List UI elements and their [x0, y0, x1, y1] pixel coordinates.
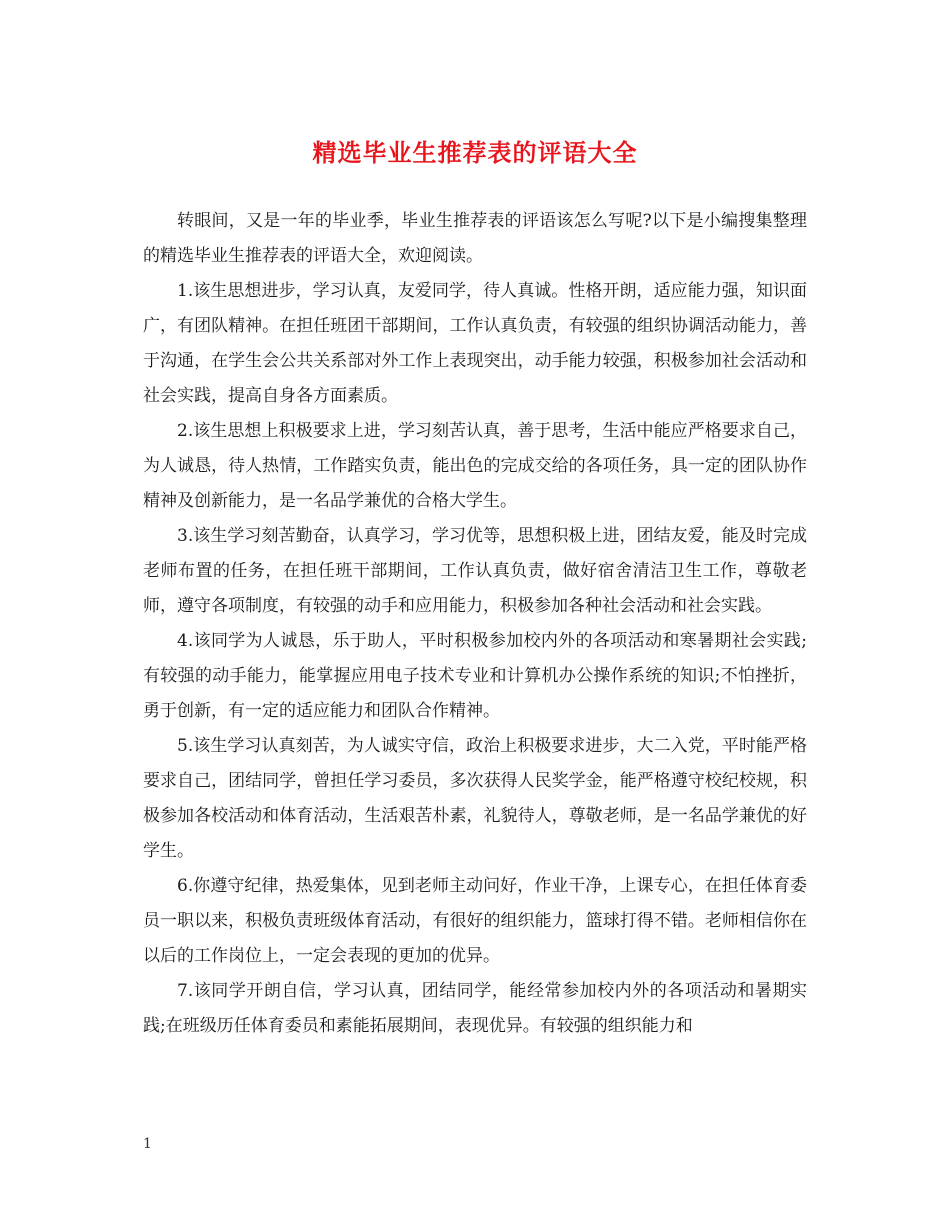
comment-paragraph-4: 4.该同学为人诚恳，乐于助人，平时积极参加校内外的各项活动和寒暑期社会实践;有较强的动手能力，能掌握应用电子技术专业和计算机办公操作系统的知识;不怕挫折，勇于创新，有一定的适应能力和团队合作精神。	[143, 631, 807, 721]
comment-paragraph-7: 7.该同学开朗自信，学习认真，团结同学，能经常参加校内外的各项活动和暑期实践;在班级历任体育委员和素能拓展期间，表现优异。有较强的组织能力和	[143, 981, 807, 1036]
comment-paragraph-5: 5.该生学习认真刻苦，为人诚实守信，政治上积极要求进步，大二入党，平时能严格要求自己，团结同学，曾担任学习委员，多次获得人民奖学金，能严格遵守校纪校规，积极参加各校活动和体育活动，生活艰苦朴素，礼貌待人，尊敬老师，是一名品学兼优的好学生。	[143, 736, 807, 861]
comment-paragraph-2: 2.该生思想上积极要求上进，学习刻苦认真，善于思考，生活中能应严格要求自己，为人诚恳，待人热情，工作踏实负责，能出色的完成交给的各项任务，具一定的团队协作精神及创新能力，是一名品学兼优的合格大学生。	[143, 421, 807, 511]
document-body	[143, 204, 807, 1044]
intro-paragraph: 转眼间，又是一年的毕业季，毕业生推荐表的评语该怎么写呢?以下是小编搜集整理的精选毕业生推荐表的评语大全，欢迎阅读。	[143, 211, 807, 266]
comment-paragraph-3: 3.该生学习刻苦勤奋，认真学习，学习优等，思想积极上进，团结友爱，能及时完成老师布置的任务，在担任班干部期间，工作认真负责，做好宿舍清洁卫生工作，尊敬老师，遵守各项制度，有较强的动手和应用能力，积极参加各种社会活动和社会实践。	[143, 526, 807, 616]
comment-paragraph-1: 1.该生思想进步，学习认真，友爱同学，待人真诚。性格开朗，适应能力强，知识面广，有团队精神。在担任班团干部期间，工作认真负责，有较强的组织协调活动能力，善于沟通，在学生会公共关系部对外工作上表现突出，动手能力较强，积极参加社会活动和社会实践，提高自身各方面素质。	[143, 281, 807, 406]
comment-paragraph-6: 6.你遵守纪律，热爱集体，见到老师主动问好，作业干净，上课专心，在担任体育委员一职以来，积极负责班级体育活动，有很好的组织能力，篮球打得不错。老师相信你在以后的工作岗位上，一定会表现的更加的优异。	[143, 876, 807, 966]
document-title: 精选毕业生推荐表的评语大全	[312, 138, 638, 167]
page-number: 1	[143, 1136, 152, 1152]
